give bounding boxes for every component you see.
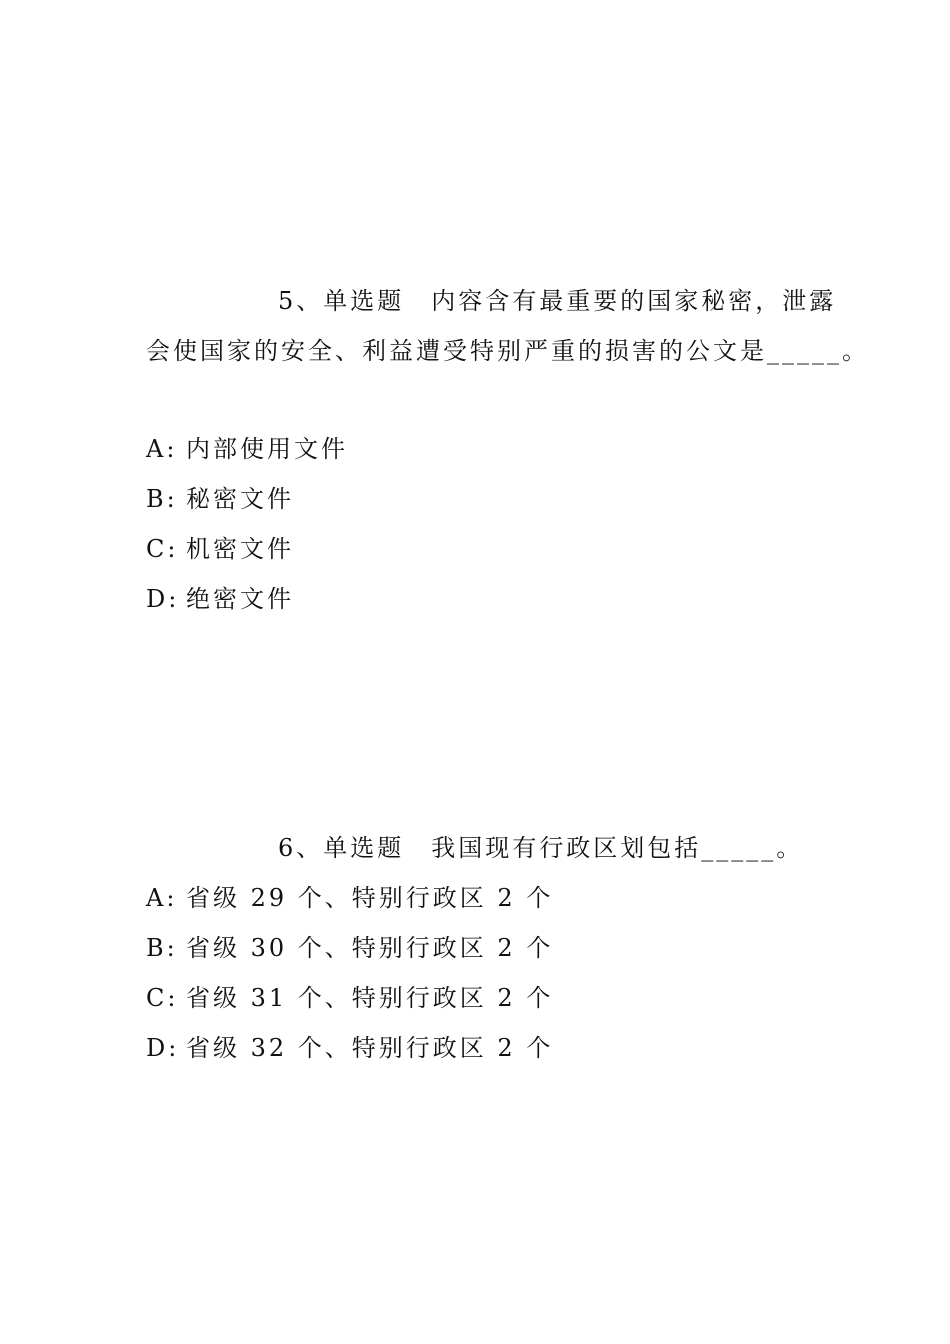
option-text: 内部使用文件 [186, 435, 348, 463]
option-text: 省级 29 个、特别行政区 2 个 [186, 884, 554, 912]
question-6-option-c [146, 983, 553, 1013]
option-text: 机密文件 [186, 535, 294, 563]
question-5-stem-line-2: 会使国家的安全、利益遭受特别严重的损害的公文是_____。 [146, 337, 869, 365]
option-letter: D: [146, 1034, 180, 1062]
question-5-option-c [146, 534, 294, 564]
question-5-option-a [146, 434, 348, 464]
option-letter: C: [146, 984, 179, 1012]
option-text: 绝密文件 [186, 585, 294, 613]
option-letter: B: [146, 934, 178, 962]
option-letter: C: [146, 535, 179, 563]
option-text: 省级 31 个、特别行政区 2 个 [186, 984, 554, 1012]
option-text: 秘密文件 [186, 485, 294, 513]
question-5-option-d [146, 584, 294, 614]
question-6-option-b [146, 933, 553, 963]
option-letter: D: [146, 585, 180, 613]
option-letter: A: [146, 435, 178, 463]
option-text: 省级 32 个、特别行政区 2 个 [186, 1034, 554, 1062]
option-text: 省级 30 个、特别行政区 2 个 [186, 934, 554, 962]
question-5-stem-line-1: 5、单选题 内容含有最重要的国家秘密，泄露 [278, 287, 837, 315]
question-6-stem-line-1: 6、单选题 我国现有行政区划包括_____。 [278, 834, 804, 862]
question-6-option-a [146, 883, 553, 913]
option-letter: A: [146, 884, 178, 912]
option-letter: B: [146, 485, 178, 513]
question-6-option-d [146, 1033, 553, 1063]
question-5-option-b [146, 484, 294, 514]
